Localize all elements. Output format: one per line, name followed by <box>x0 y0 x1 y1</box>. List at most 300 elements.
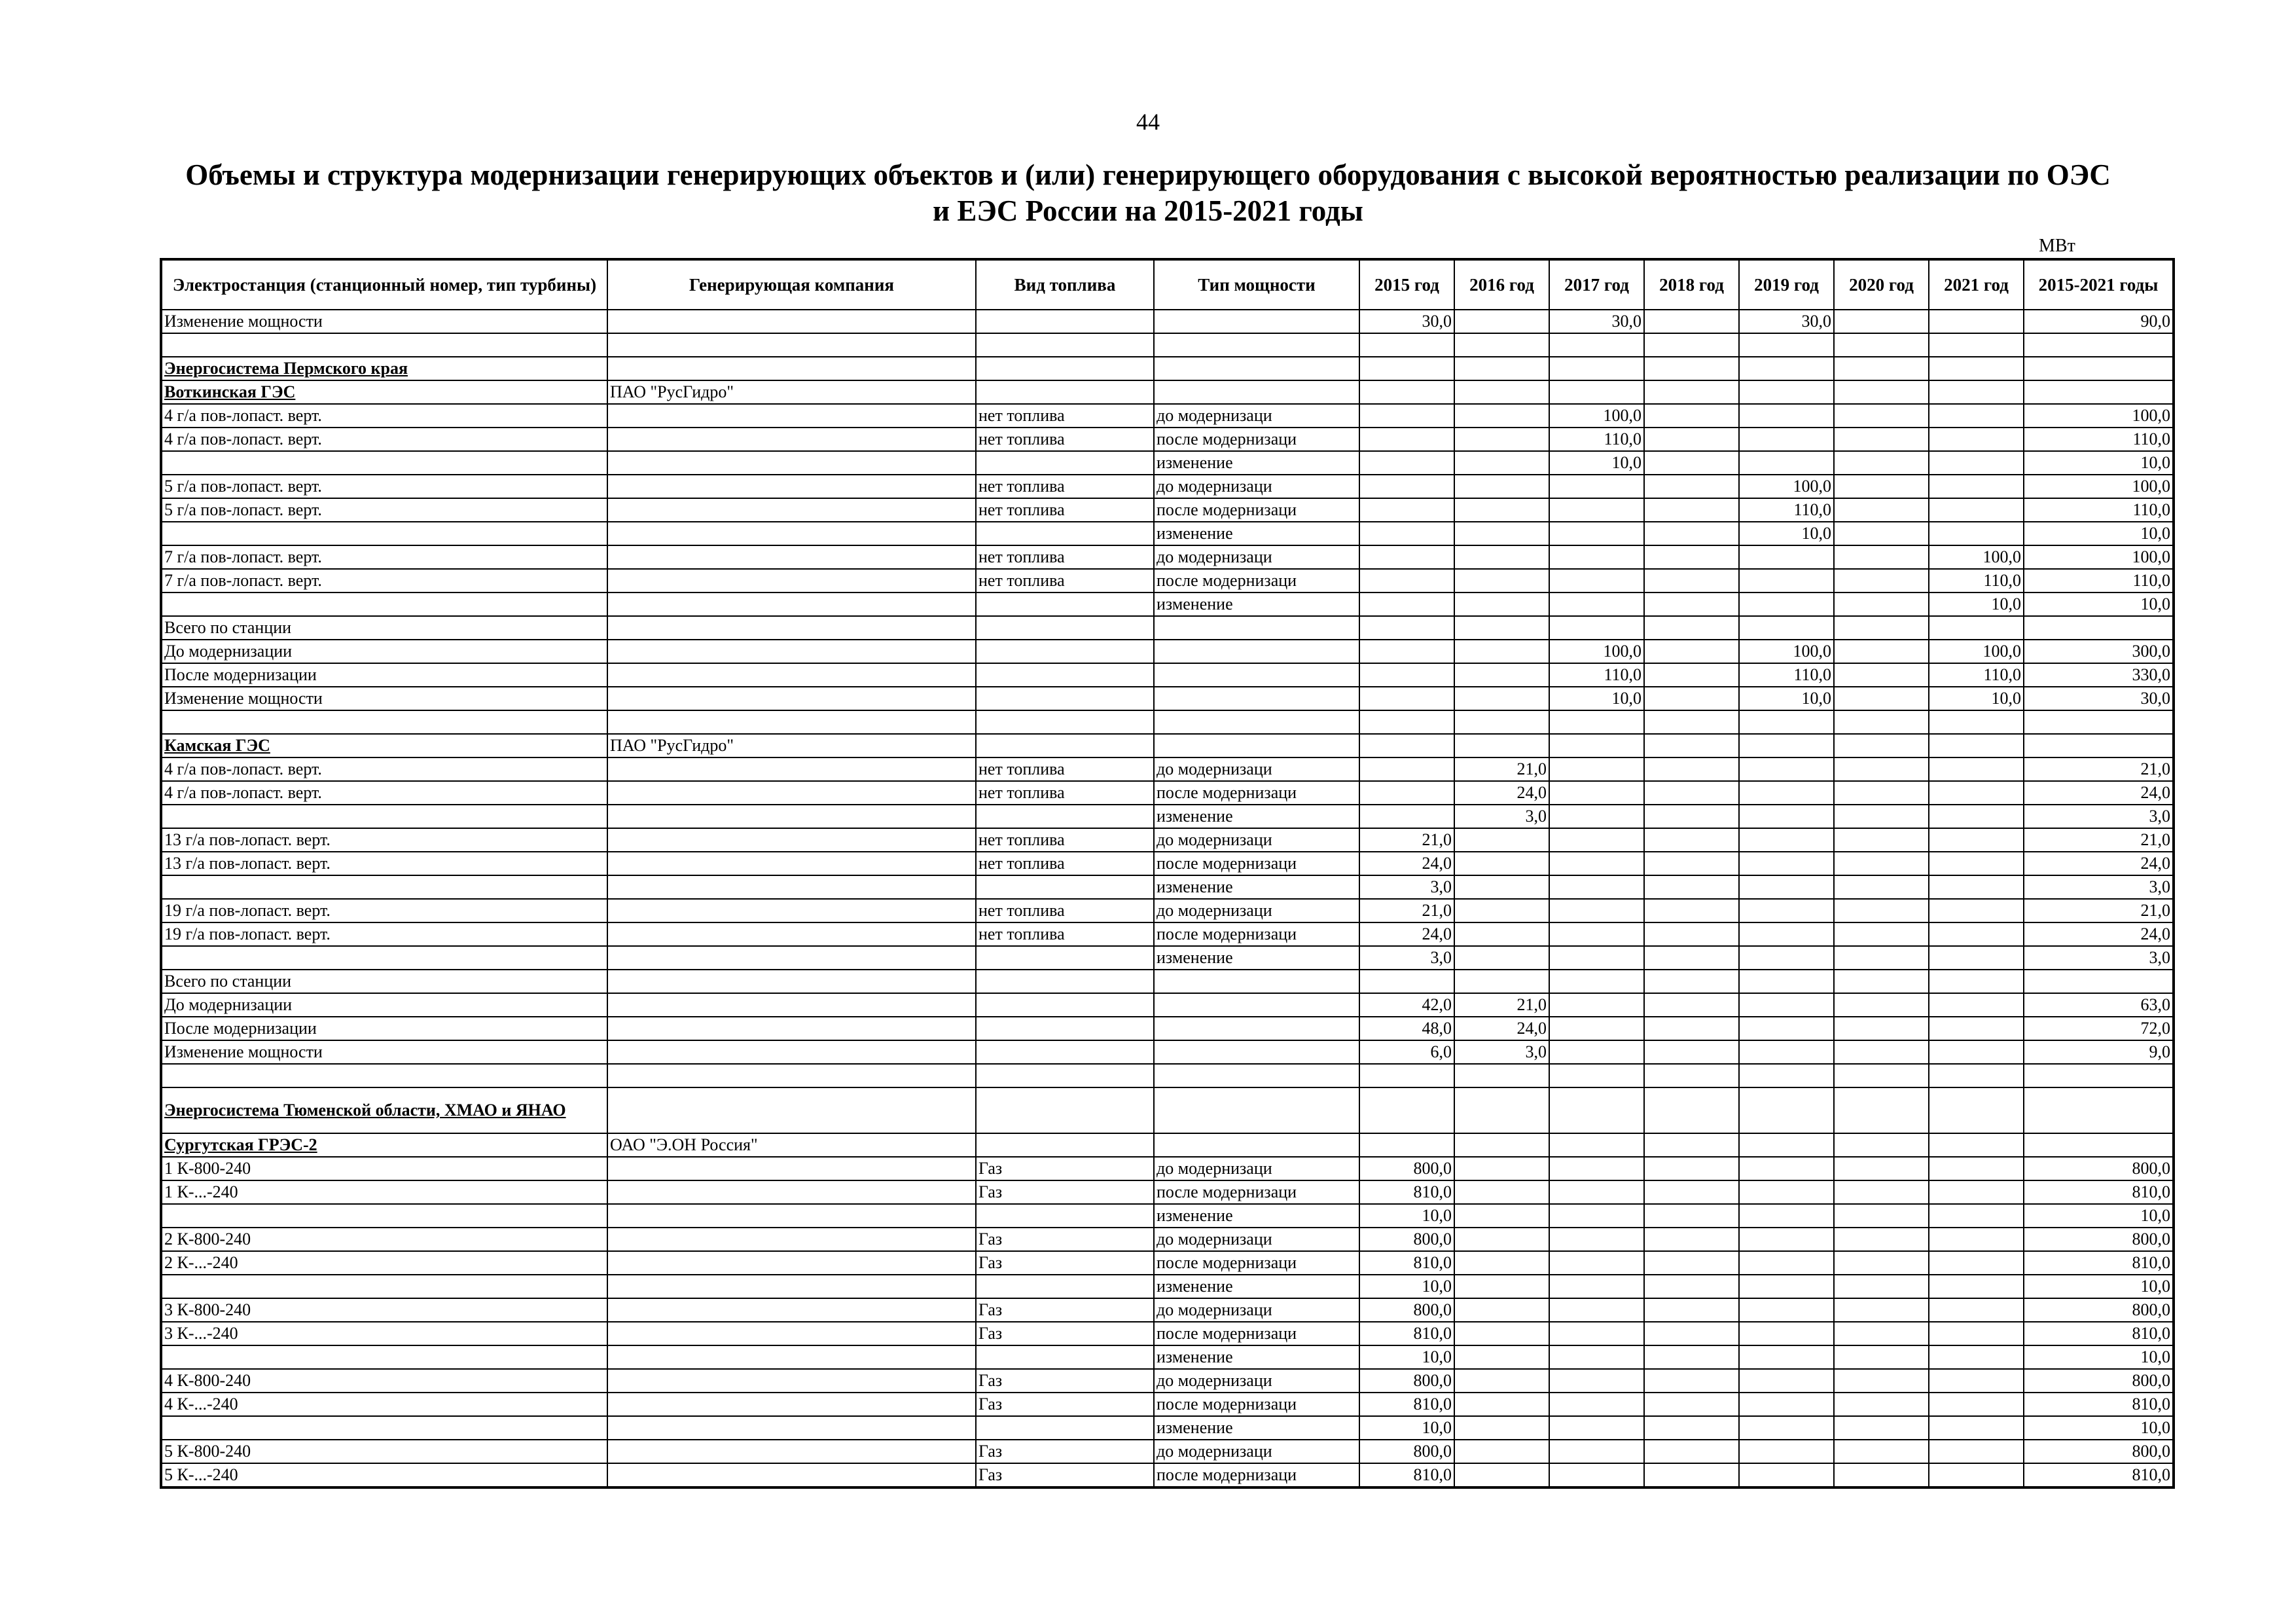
table-row <box>161 687 2174 710</box>
table-cell <box>1739 1298 1834 1322</box>
table-cell <box>1549 616 1644 640</box>
table-cell <box>1929 1440 2024 1463</box>
table-cell: 100,0 <box>1739 640 1834 663</box>
table-cell <box>1454 1228 1549 1251</box>
table-cell: нет топлива <box>976 922 1154 946</box>
table-row <box>161 922 2174 946</box>
table-cell: 10,0 <box>1359 1204 1454 1228</box>
table-cell: Изменение мощности <box>161 1040 607 1064</box>
table-cell: 21,0 <box>1359 828 1454 852</box>
table-row <box>161 1416 2174 1440</box>
table-cell <box>1454 710 1549 734</box>
table-cell <box>1644 1275 1739 1298</box>
table-cell <box>2024 357 2174 380</box>
table-cell <box>1359 757 1454 781</box>
table-cell <box>1549 380 1644 404</box>
table-cell <box>1834 1087 1929 1133</box>
modernization-table <box>160 258 2175 1489</box>
table-cell <box>607 970 976 993</box>
table-cell <box>1834 1440 1929 1463</box>
table-cell <box>1549 710 1644 734</box>
table-cell: изменение <box>1154 593 1359 616</box>
table-cell <box>976 875 1154 899</box>
table-cell <box>1644 1345 1739 1369</box>
table-cell <box>1359 451 1454 475</box>
table-cell <box>1644 1204 1739 1228</box>
table-cell <box>607 993 976 1017</box>
table-cell <box>1739 1040 1834 1064</box>
table-cell <box>1834 640 1929 663</box>
table-cell: 21,0 <box>2024 828 2174 852</box>
table-cell <box>1154 993 1359 1017</box>
table-cell <box>2024 380 2174 404</box>
table-cell: после модернизаци <box>1154 1251 1359 1275</box>
table-cell <box>1929 451 2024 475</box>
table-cell <box>1454 428 1549 451</box>
table-cell: 10,0 <box>1929 593 2024 616</box>
table-cell: 110,0 <box>1739 663 1834 687</box>
table-cell <box>1359 1087 1454 1133</box>
table-cell <box>607 1064 976 1087</box>
table-cell <box>1549 1157 1644 1180</box>
table-cell <box>1834 1275 1929 1298</box>
table-header-row <box>161 259 2174 310</box>
table-cell <box>1359 1064 1454 1087</box>
table-cell <box>1739 875 1834 899</box>
table-cell: 110,0 <box>1929 569 2024 593</box>
column-header: Электростанция (станционный номер, тип турбины) <box>161 259 607 310</box>
table-cell: 2 К-800-240 <box>161 1228 607 1251</box>
table-cell <box>976 734 1154 757</box>
table-row <box>161 545 2174 569</box>
table-cell: 3,0 <box>2024 946 2174 970</box>
table-cell: 24,0 <box>2024 852 2174 875</box>
table-cell: 24,0 <box>1454 1017 1549 1040</box>
table-cell <box>1359 475 1454 498</box>
column-header: 2015-2021 годы <box>2024 259 2174 310</box>
table-cell <box>1454 522 1549 545</box>
table-cell: 10,0 <box>1549 451 1644 475</box>
table-row <box>161 428 2174 451</box>
table-cell: после модернизаци <box>1154 852 1359 875</box>
table-cell <box>607 498 976 522</box>
table-cell <box>1644 333 1739 357</box>
table-cell <box>1154 663 1359 687</box>
table-cell <box>607 852 976 875</box>
table-cell <box>1644 687 1739 710</box>
table-cell: нет топлива <box>976 428 1154 451</box>
table-cell <box>1834 593 1929 616</box>
table-cell <box>1739 1463 1834 1487</box>
table-cell <box>607 828 976 852</box>
table-cell <box>976 640 1154 663</box>
table-cell: Энергосистема Тюменской области, ХМАО и ЯНАО <box>161 1087 607 1133</box>
table-cell <box>1834 498 1929 522</box>
table-cell <box>1644 852 1739 875</box>
table-cell: Всего по станции <box>161 616 607 640</box>
table-cell <box>1834 1204 1929 1228</box>
table-cell <box>2024 1133 2174 1157</box>
table-cell <box>976 1040 1154 1064</box>
table-cell <box>1929 1064 2024 1087</box>
table-cell <box>1834 1369 1929 1393</box>
table-cell: 800,0 <box>2024 1228 2174 1251</box>
table-cell <box>1454 404 1549 428</box>
table-cell <box>161 946 607 970</box>
table-cell: 21,0 <box>1454 757 1549 781</box>
table-cell <box>1454 1440 1549 1463</box>
table-row <box>161 1157 2174 1180</box>
table-cell: Газ <box>976 1298 1154 1322</box>
table-cell: 10,0 <box>1359 1275 1454 1298</box>
table-cell: 3,0 <box>1359 875 1454 899</box>
table-cell <box>607 1251 976 1275</box>
table-cell: 10,0 <box>1359 1345 1454 1369</box>
table-cell <box>161 1416 607 1440</box>
table-cell <box>161 593 607 616</box>
table-cell: Газ <box>976 1393 1154 1416</box>
table-row <box>161 569 2174 593</box>
table-cell <box>1454 946 1549 970</box>
table-cell <box>1644 451 1739 475</box>
table-cell: 7 г/а пов-лопаст. верт. <box>161 545 607 569</box>
table-cell <box>1549 522 1644 545</box>
table-cell <box>1154 380 1359 404</box>
table-cell <box>1549 1017 1644 1040</box>
table-cell: 13 г/а пов-лопаст. верт. <box>161 828 607 852</box>
table-cell <box>1454 333 1549 357</box>
table-cell <box>607 805 976 828</box>
table-cell: Газ <box>976 1157 1154 1180</box>
table-cell <box>1929 498 2024 522</box>
table-cell <box>1739 569 1834 593</box>
table-cell <box>1549 1087 1644 1133</box>
table-cell <box>1549 899 1644 922</box>
table-cell <box>1739 828 1834 852</box>
table-row <box>161 380 2174 404</box>
table-cell: До модернизации <box>161 640 607 663</box>
table-cell: Газ <box>976 1228 1154 1251</box>
table-cell <box>607 1463 976 1487</box>
table-cell: 2 К-...-240 <box>161 1251 607 1275</box>
table-cell <box>1359 640 1454 663</box>
table-cell <box>607 946 976 970</box>
table-cell <box>1644 1228 1739 1251</box>
table-cell <box>1644 1180 1739 1204</box>
table-cell: Камская ГЭС <box>161 734 607 757</box>
table-cell <box>607 1180 976 1204</box>
table-cell <box>1549 1251 1644 1275</box>
table-row <box>161 1064 2174 1087</box>
table-row <box>161 1369 2174 1393</box>
table-cell: 5 К-...-240 <box>161 1463 607 1487</box>
table-cell <box>1834 852 1929 875</box>
table-cell <box>976 970 1154 993</box>
table-cell <box>1739 380 1834 404</box>
table-cell <box>1644 357 1739 380</box>
table-cell <box>1549 1228 1644 1251</box>
table-cell: до модернизаци <box>1154 545 1359 569</box>
table-cell: 800,0 <box>2024 1369 2174 1393</box>
table-cell <box>1929 1017 2024 1040</box>
table-cell: 7 г/а пов-лопаст. верт. <box>161 569 607 593</box>
table-cell: 810,0 <box>1359 1180 1454 1204</box>
table-cell <box>1454 616 1549 640</box>
table-cell <box>1834 875 1929 899</box>
table-cell <box>1834 1040 1929 1064</box>
table-cell <box>1359 357 1454 380</box>
table-cell <box>1359 663 1454 687</box>
table-cell <box>1359 569 1454 593</box>
table-cell <box>1549 1204 1644 1228</box>
table-cell <box>1644 545 1739 569</box>
table-cell <box>1454 828 1549 852</box>
table-cell <box>1549 1040 1644 1064</box>
table-cell <box>1739 922 1834 946</box>
table-cell <box>1359 428 1454 451</box>
table-cell <box>1929 781 2024 805</box>
table-cell: до модернизаци <box>1154 899 1359 922</box>
table-cell <box>1549 569 1644 593</box>
table-row <box>161 1204 2174 1228</box>
column-header: Тип мощности <box>1154 259 1359 310</box>
table-cell: до модернизаци <box>1154 1369 1359 1393</box>
table-cell <box>976 616 1154 640</box>
table-cell: изменение <box>1154 1275 1359 1298</box>
table-cell: Изменение мощности <box>161 310 607 333</box>
table-cell <box>1929 616 2024 640</box>
table-cell <box>1929 1345 2024 1369</box>
table-cell <box>1359 380 1454 404</box>
table-cell <box>1454 569 1549 593</box>
table-cell: изменение <box>1154 522 1359 545</box>
table-cell <box>1549 1298 1644 1322</box>
table-cell <box>1549 993 1644 1017</box>
table-cell <box>1739 1228 1834 1251</box>
table-cell: 810,0 <box>2024 1393 2174 1416</box>
table-cell <box>1549 828 1644 852</box>
table-cell <box>1454 687 1549 710</box>
table-cell <box>1929 1228 2024 1251</box>
table-cell <box>1454 498 1549 522</box>
column-header: 2020 год <box>1834 259 1929 310</box>
table-cell: после модернизаци <box>1154 1393 1359 1416</box>
table-cell: 100,0 <box>2024 475 2174 498</box>
table-cell <box>1154 1087 1359 1133</box>
table-cell <box>1454 1275 1549 1298</box>
table-cell <box>976 310 1154 333</box>
table-cell <box>1739 805 1834 828</box>
table-cell <box>1929 475 2024 498</box>
table-cell <box>1549 1180 1644 1204</box>
table-cell: 21,0 <box>2024 899 2174 922</box>
table-cell <box>1154 687 1359 710</box>
table-cell <box>1644 734 1739 757</box>
table-row <box>161 1228 2174 1251</box>
table-cell <box>1834 1017 1929 1040</box>
table-cell <box>1834 333 1929 357</box>
table-cell <box>1834 993 1929 1017</box>
table-cell <box>607 616 976 640</box>
page-title <box>131 157 2165 229</box>
table-cell <box>1739 1204 1834 1228</box>
table-cell <box>1549 852 1644 875</box>
table-cell <box>1739 1416 1834 1440</box>
table-cell <box>1454 734 1549 757</box>
table-cell: 30,0 <box>1739 310 1834 333</box>
table-cell <box>1929 899 2024 922</box>
table-cell <box>1549 498 1644 522</box>
table-cell <box>976 710 1154 734</box>
table-cell: 19 г/а пов-лопаст. верт. <box>161 922 607 946</box>
table-cell <box>1359 522 1454 545</box>
table-cell <box>607 899 976 922</box>
table-row <box>161 522 2174 545</box>
table-cell <box>607 1298 976 1322</box>
table-cell <box>1154 616 1359 640</box>
table-cell <box>607 357 976 380</box>
table-cell: Сургутская ГРЭС-2 <box>161 1133 607 1157</box>
table-cell <box>1549 922 1644 946</box>
table-cell: 800,0 <box>2024 1440 2174 1463</box>
table-cell <box>1929 1416 2024 1440</box>
table-cell <box>161 1064 607 1087</box>
table-cell: нет топлива <box>976 828 1154 852</box>
table-cell <box>2024 970 2174 993</box>
table-cell <box>976 1416 1154 1440</box>
table-cell: 3,0 <box>1454 805 1549 828</box>
table-cell <box>1154 1017 1359 1040</box>
table-cell <box>1929 428 2024 451</box>
table-cell: 110,0 <box>1739 498 1834 522</box>
table-cell: 810,0 <box>1359 1393 1454 1416</box>
table-cell <box>1929 757 2024 781</box>
table-cell <box>1929 310 2024 333</box>
table-row <box>161 1040 2174 1064</box>
table-cell <box>1549 1416 1644 1440</box>
table-cell <box>1549 545 1644 569</box>
table-cell <box>1644 522 1739 545</box>
table-cell <box>1739 946 1834 970</box>
table-cell <box>1549 1345 1644 1369</box>
table-cell: после модернизаци <box>1154 922 1359 946</box>
table-cell: 810,0 <box>2024 1251 2174 1275</box>
table-cell: 42,0 <box>1359 993 1454 1017</box>
table-cell <box>1454 475 1549 498</box>
table-cell: 800,0 <box>1359 1298 1454 1322</box>
table-cell <box>1644 1463 1739 1487</box>
table-cell <box>1454 593 1549 616</box>
table-cell <box>1644 781 1739 805</box>
table-cell <box>1644 970 1739 993</box>
column-header: 2017 год <box>1549 259 1644 310</box>
table-cell: до модернизаци <box>1154 1440 1359 1463</box>
table-cell <box>1929 404 2024 428</box>
table-cell: 63,0 <box>2024 993 2174 1017</box>
table-cell <box>1834 1180 1929 1204</box>
table-cell <box>1929 828 2024 852</box>
table-cell <box>1454 663 1549 687</box>
unit-label: МВт <box>2039 236 2075 256</box>
table-row <box>161 1017 2174 1040</box>
table-cell <box>1454 1345 1549 1369</box>
table-cell <box>607 757 976 781</box>
table-cell <box>1834 310 1929 333</box>
table-cell <box>1739 852 1834 875</box>
table-cell <box>1834 1345 1929 1369</box>
table-cell <box>1739 1087 1834 1133</box>
table-cell <box>1644 1416 1739 1440</box>
table-cell: 100,0 <box>2024 545 2174 569</box>
table-cell: нет топлива <box>976 475 1154 498</box>
table-cell <box>1154 357 1359 380</box>
table-cell <box>1549 357 1644 380</box>
table-cell <box>976 687 1154 710</box>
table-row <box>161 734 2174 757</box>
table-cell <box>1359 616 1454 640</box>
table-cell: 21,0 <box>2024 757 2174 781</box>
table-cell <box>1644 1087 1739 1133</box>
table-cell: 10,0 <box>2024 1204 2174 1228</box>
table-cell <box>2024 333 2174 357</box>
table-cell <box>1644 1133 1739 1157</box>
table-cell <box>1454 1298 1549 1322</box>
table-cell <box>1739 593 1834 616</box>
table-cell: 5 г/а пов-лопаст. верт. <box>161 475 607 498</box>
table-cell: 30,0 <box>2024 687 2174 710</box>
table-cell <box>1739 1251 1834 1275</box>
table-cell <box>1739 1180 1834 1204</box>
table-cell <box>1834 616 1929 640</box>
table-cell <box>1834 805 1929 828</box>
table-cell <box>1549 475 1644 498</box>
table-cell <box>1644 640 1739 663</box>
table-cell <box>1549 781 1644 805</box>
table-cell <box>1834 710 1929 734</box>
table-cell: До модернизации <box>161 993 607 1017</box>
table-cell <box>976 522 1154 545</box>
table-cell <box>607 333 976 357</box>
table-cell: 110,0 <box>1549 663 1644 687</box>
table-cell: 5 К-800-240 <box>161 1440 607 1463</box>
table-cell: 810,0 <box>2024 1180 2174 1204</box>
table-cell: ПАО "РусГидро" <box>607 380 976 404</box>
table-cell <box>1739 1064 1834 1087</box>
page-number: 44 <box>1136 109 1160 135</box>
table-cell <box>976 357 1154 380</box>
table-cell <box>607 922 976 946</box>
table-cell: 110,0 <box>1549 428 1644 451</box>
table-cell <box>1154 1064 1359 1087</box>
table-cell: 800,0 <box>1359 1369 1454 1393</box>
table-cell <box>1929 380 2024 404</box>
table-cell <box>1834 1064 1929 1087</box>
table-cell <box>1644 1322 1739 1345</box>
table-cell: После модернизации <box>161 1017 607 1040</box>
table-cell: 10,0 <box>1739 522 1834 545</box>
table-cell <box>1549 1322 1644 1345</box>
table-cell <box>976 1345 1154 1369</box>
table-cell <box>1739 757 1834 781</box>
table-cell: нет топлива <box>976 569 1154 593</box>
table-cell: нет топлива <box>976 498 1154 522</box>
table-cell: после модернизаци <box>1154 569 1359 593</box>
table-cell <box>1929 1369 2024 1393</box>
table-cell <box>607 1322 976 1345</box>
table-row <box>161 1133 2174 1157</box>
table-row <box>161 1275 2174 1298</box>
table-cell: 330,0 <box>2024 663 2174 687</box>
